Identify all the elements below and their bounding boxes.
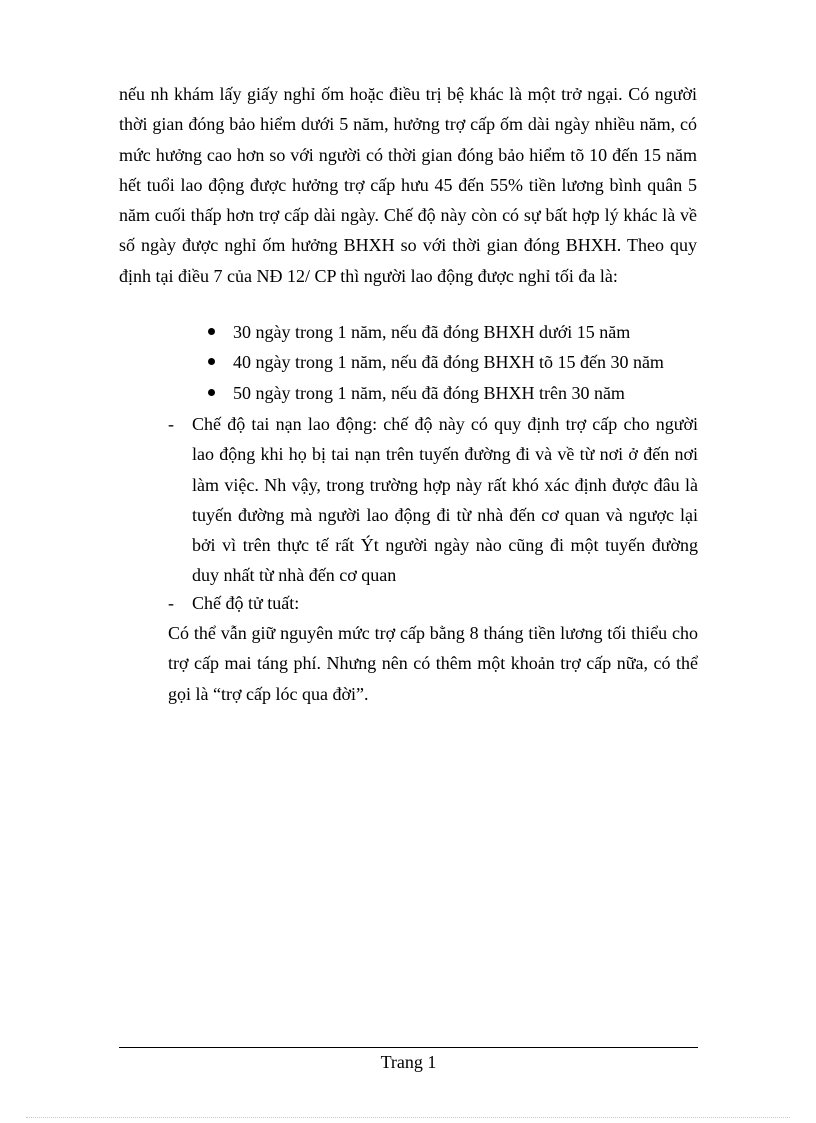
body-paragraph: nếu nh khám lấy giấy nghỉ ốm hoặc điều trị bệ khác là một trở ngại. Có người thời gian đóng bảo hiểm dưới 5 năm, hưởng trợ cấp ốm dài ngày nhiều năm, có mức hưởng cao hơn so với người có thời gian đóng bảo hiểm tõ 10 đến 15 năm hết tuổi lao động được hưởng trợ cấp hưu 45 đến 55% tiền lương bình quân 5 năm cuối thấp hơn trợ cấp dài ngày. Chế độ này còn có sự bất hợp lý khác là về số ngày được nghỉ ốm hưởng BHXH so với thời gian đóng BHXH. Theo quy định tại điều 7 của NĐ 12/ CP thì người lao động được nghỉ tối đa là: <box>119 84 697 286</box>
bullet-text: 50 ngày trong 1 năm, nếu đã đóng BHXH trên 30 năm <box>233 382 625 403</box>
bullet-dot-icon <box>208 358 215 365</box>
page-number: Trang 1 <box>380 1052 437 1072</box>
bullet-list <box>208 317 698 408</box>
dash-item-text: Chế độ tai nạn lao động: chế độ này có quy định trợ cấp cho người lao động khi họ bị tai nạn trên tuyến đường đi và về từ nơi ở đến nơi làm việc. Nh vậy, trong trường hợp này rất khó xác định được đâu là tuyến đường mà người lao động đi từ nhà đến cơ quan và ngược lại bởi vì trên thực tế rất Ýt người ngày nào cũng đi một tuyến đường duy nhất từ nhà đến cơ quan <box>192 414 698 586</box>
body-paragraph: Có thể vẫn giữ nguyên mức trợ cấp bằng 8 tháng tiền lương tối thiểu cho trợ cấp mai táng phí. Nhưng nên có thêm một khoản trợ cấp nữa, có thể gọi là “trợ cấp lóc qua đời”. <box>168 623 698 704</box>
dash-marker: - <box>168 414 174 434</box>
bullet-dot-icon <box>208 389 215 396</box>
bullet-dot-icon <box>208 328 215 335</box>
dash-marker: - <box>168 593 174 613</box>
bullet-item <box>208 317 698 347</box>
dash-item-text: Chế độ tử tuất: <box>192 593 300 613</box>
bullet-text: 40 ngày trong 1 năm, nếu đã đóng BHXH tõ 15 đến 30 năm <box>233 352 664 373</box>
bullet-text: 30 ngày trong 1 năm, nếu đã đóng BHXH dưới 15 năm <box>233 322 631 342</box>
page-bottom-dotted-line <box>26 1117 790 1118</box>
bullet-item <box>208 347 698 377</box>
bullet-item <box>208 378 698 408</box>
footer-divider <box>119 1047 698 1048</box>
